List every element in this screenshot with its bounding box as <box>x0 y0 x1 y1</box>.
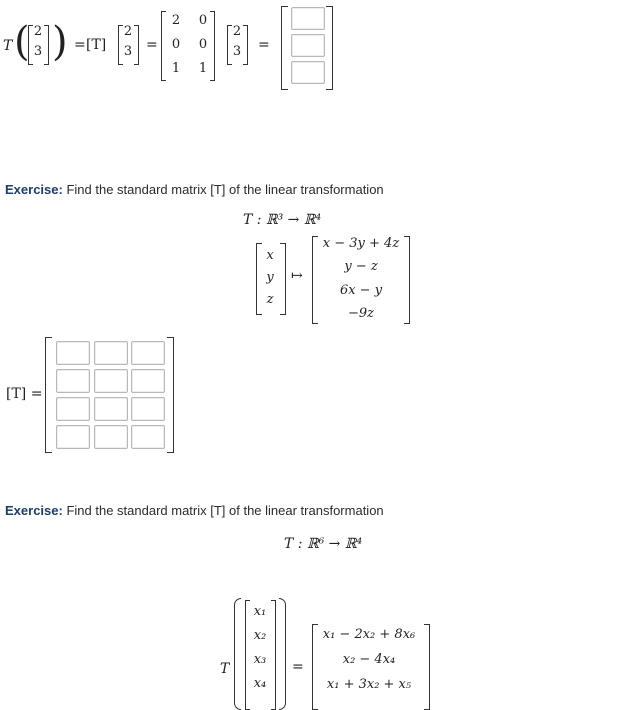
output-entry: y − z <box>344 259 378 274</box>
output-right-bracket <box>424 624 430 710</box>
input-entry: z <box>266 292 274 307</box>
grid-cell[interactable] <box>56 397 90 421</box>
left-paren <box>234 598 241 710</box>
matrix-right-bracket <box>210 11 215 81</box>
equals-sign: = <box>146 37 158 53</box>
vec-entry: 3 <box>123 44 133 59</box>
vec-right-bracket <box>44 25 49 65</box>
exercise-2-prompt <box>5 503 384 518</box>
vec-right-bracket <box>243 25 248 65</box>
matrix-entry: 0 <box>198 13 208 28</box>
t-symbol: T <box>220 661 230 677</box>
input-left-bracket <box>256 243 262 315</box>
grid-cell[interactable] <box>131 425 165 449</box>
output-entry: x − 3y + 4z <box>322 236 400 251</box>
left-paren: ( <box>14 19 30 65</box>
output-entry: x₁ + 3x₂ + x₅ <box>326 677 412 692</box>
exercise-1-prompt <box>5 182 384 197</box>
vec-entry: 2 <box>33 24 43 39</box>
input-entry: x₁ <box>253 604 267 619</box>
equals-sign: = <box>258 37 270 53</box>
vec-entry: 3 <box>33 44 43 59</box>
grid-cell[interactable] <box>94 397 128 421</box>
grid-cell[interactable] <box>94 425 128 449</box>
grid-left-bracket <box>45 337 52 453</box>
exercise-label: Exercise: <box>5 503 63 518</box>
vec-entry: 2 <box>123 24 133 39</box>
grid-cell[interactable] <box>131 397 165 421</box>
answer-left-bracket <box>281 6 288 90</box>
equals-sign: = <box>292 659 304 675</box>
grid-right-bracket <box>167 337 174 453</box>
matrix-entry: 1 <box>198 61 208 76</box>
exercise-text: Find the standard matrix [T] of the linear transformation <box>66 503 384 518</box>
grid-cell[interactable] <box>56 369 90 393</box>
matrix-entry: 1 <box>171 61 181 76</box>
input-right-bracket <box>271 600 276 710</box>
input-entry: x₃ <box>253 652 267 667</box>
input-entry: x₂ <box>253 628 267 643</box>
input-right-bracket <box>280 243 286 315</box>
output-entry: x₁ − 2x₂ + 8x₆ <box>322 627 416 642</box>
mapping-signature: T : ℝ⁶ → ℝ⁴ <box>284 536 363 552</box>
output-entry: 6x − y <box>339 283 383 298</box>
grid-cell[interactable] <box>94 369 128 393</box>
grid-cell[interactable] <box>94 341 128 365</box>
grid-cell[interactable] <box>56 425 90 449</box>
answer-label: [T] = <box>6 386 43 402</box>
matrix-entry: 0 <box>171 37 181 52</box>
input-entry: y <box>266 270 274 285</box>
grid-cell[interactable] <box>131 341 165 365</box>
vec-entry: 2 <box>232 24 242 39</box>
output-right-bracket <box>404 236 410 324</box>
answer-cell[interactable] <box>291 34 325 57</box>
matrix-entry: 2 <box>171 13 181 28</box>
t-symbol: T <box>3 38 13 54</box>
matrix-entry: 0 <box>198 37 208 52</box>
right-paren <box>279 598 286 710</box>
t-matrix-symbol: [T] <box>86 37 107 53</box>
grid-cell[interactable] <box>131 369 165 393</box>
output-entry: −9z <box>347 306 374 321</box>
equals-sign: = <box>74 37 86 53</box>
vec-entry: 3 <box>232 44 242 59</box>
output-entry: x₂ − 4x₄ <box>342 652 396 667</box>
input-entry: x <box>266 248 274 263</box>
answer-cell[interactable] <box>291 61 325 84</box>
matrix-left-bracket <box>161 11 166 81</box>
grid-cell[interactable] <box>56 341 90 365</box>
exercise-label: Exercise: <box>5 182 63 197</box>
answer-right-bracket <box>326 6 333 90</box>
maps-to-arrow: ↦ <box>291 268 303 284</box>
mapping-signature: T : ℝ³ → ℝ⁴ <box>243 212 322 228</box>
exercise-text: Find the standard matrix [T] of the linear transformation <box>66 182 384 197</box>
answer-cell[interactable] <box>291 7 325 30</box>
vec-right-bracket <box>134 25 139 65</box>
right-paren: ) <box>52 19 68 65</box>
input-entry: x₄ <box>253 676 267 691</box>
